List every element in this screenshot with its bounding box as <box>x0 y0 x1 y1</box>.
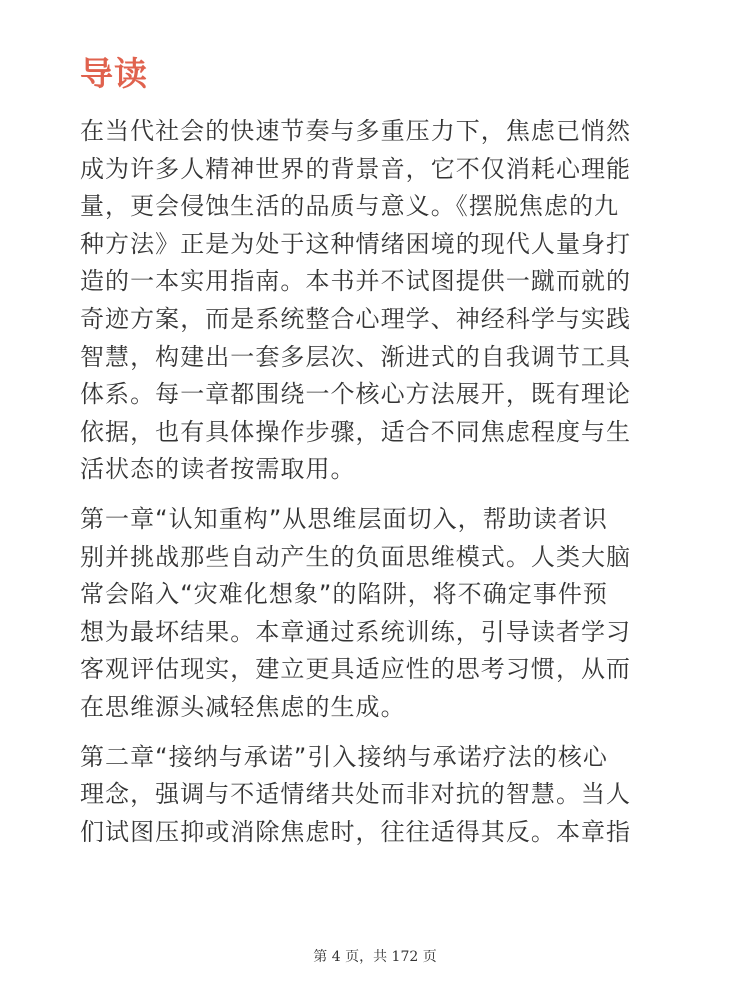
paragraph-1 <box>80 113 676 489</box>
body-text <box>80 113 676 863</box>
text-line: 造的一本实用指南。本书并不试图提供一蹴而就的 <box>80 267 632 296</box>
text-line: 常会陷入“灾难化想象”的陷阱，将不确定事件预 <box>80 580 608 609</box>
page-number: 第 4 页，共 172 页 <box>313 949 437 965</box>
text-line: 第二章“接纳与承诺”引入接纳与承诺疗法的核心 <box>80 742 608 771</box>
text-line: 想为最坏结果。本章通过系统训练，引导读者学习 <box>80 617 632 646</box>
text-line: 在当代社会的快速节奏与多重压力下，焦虑已悄然 <box>80 117 632 145</box>
section-title: 导读 <box>80 54 148 93</box>
paragraph-2 <box>80 501 676 727</box>
text-line: 量，更会侵蚀生活的品质与意义。《摆脱焦虑的九 <box>80 192 620 221</box>
text-line: 在思维源头减轻焦虑的生成。 <box>80 692 406 721</box>
text-line: 奇迹方案，而是系统整合心理学、神经科学与实践 <box>80 304 632 333</box>
text-line: 智慧，构建出一套多层次、渐进式的自我调节工具 <box>80 342 632 371</box>
text-line: 客观评估现实，建立更具适应性的思考习惯，从而 <box>80 655 632 684</box>
text-line: 们试图压抑或消除焦虑时，往往适得其反。本章指 <box>80 817 632 846</box>
text-line: 依据，也有具体操作步骤，适合不同焦虑程度与生 <box>80 417 632 446</box>
text-line: 活状态的读者按需取用。 <box>80 455 356 484</box>
text-line: 第一章“认知重构”从思维层面切入，帮助读者识 <box>80 504 608 533</box>
paragraph-3 <box>80 739 676 852</box>
text-line: 体系。每一章都围绕一个核心方法展开，既有理论 <box>80 380 632 409</box>
text-line: 理念，强调与不适情绪共处而非对抗的智慧。当人 <box>80 780 632 809</box>
text-line: 成为许多人精神世界的背景音，它不仅消耗心理能 <box>80 154 632 183</box>
text-line: 种方法》正是为处于这种情绪困境的现代人量身打 <box>80 229 632 258</box>
text-line: 别并挑战那些自动产生的负面思维模式。人类大脑 <box>80 542 632 571</box>
